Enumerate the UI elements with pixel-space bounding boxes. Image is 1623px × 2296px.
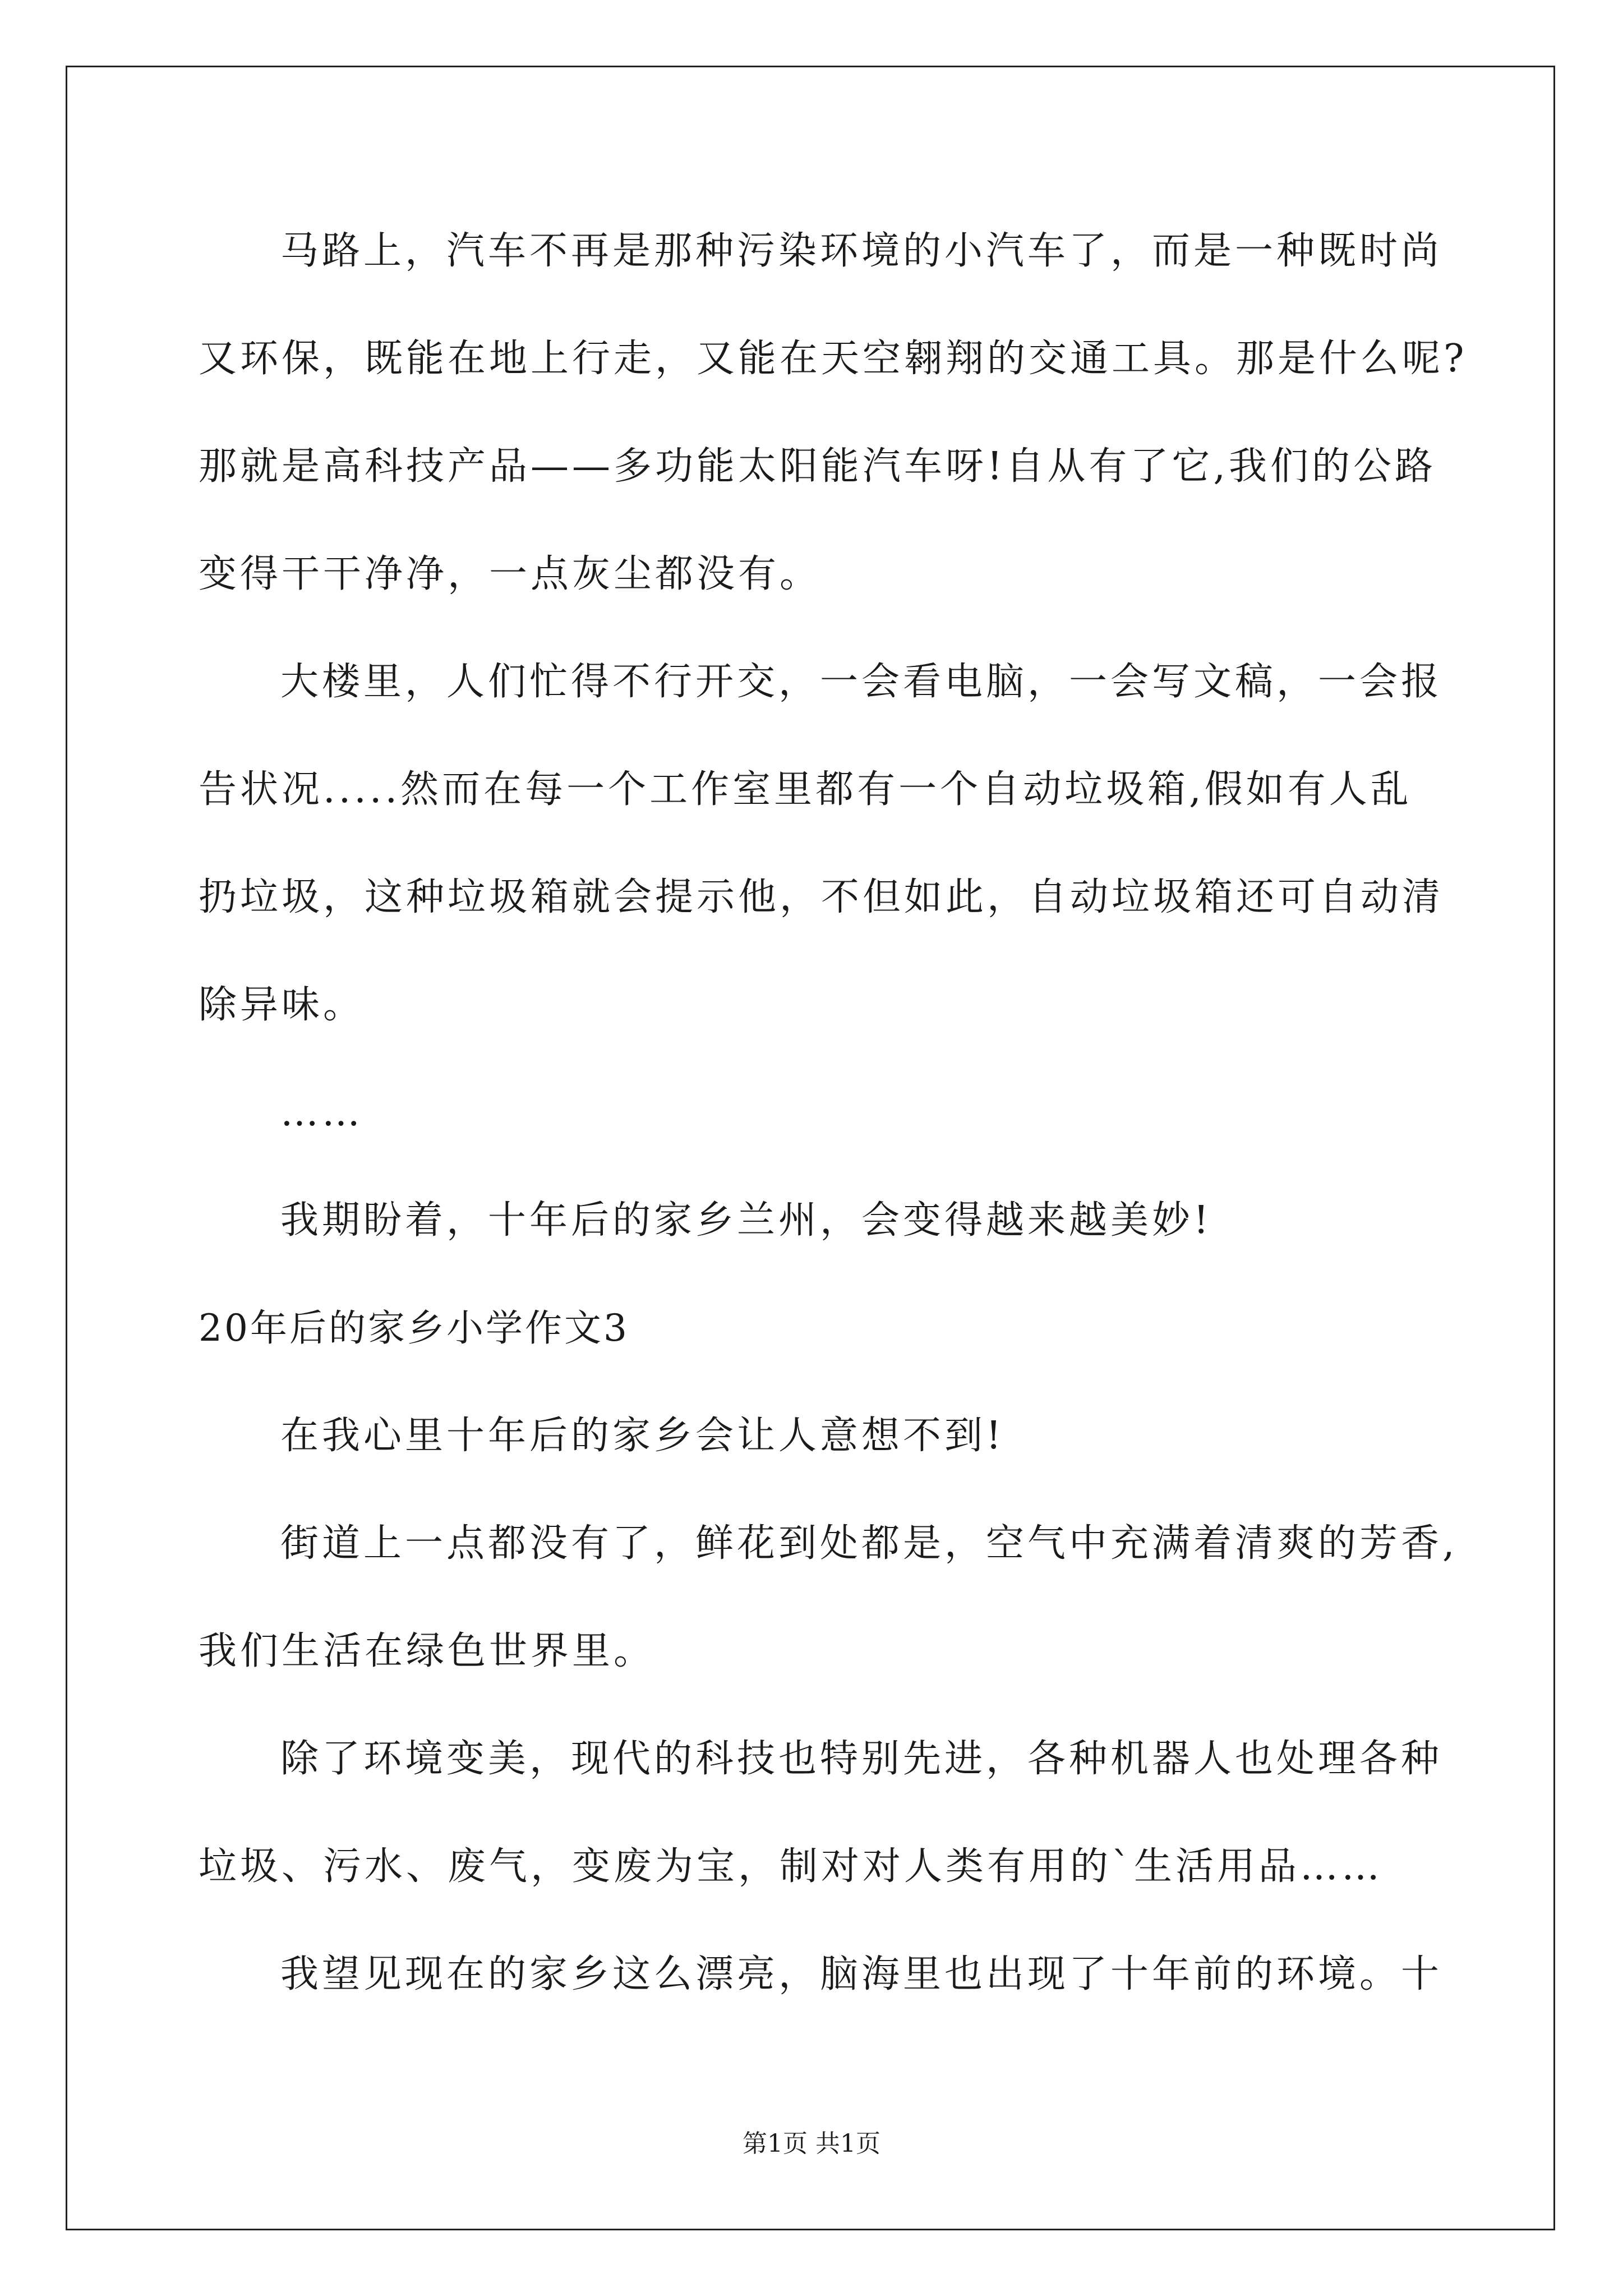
paragraph-line: 除异味。 <box>199 983 365 1027</box>
paragraph-line: 垃圾、污水、废气，变废为宝，制对对人类有用的`生活用品…… <box>199 1844 1384 1889</box>
paragraph-line: 告状况.....然而在每一个工作室里都有一个自动垃圾箱,假如有人乱 <box>199 767 1412 812</box>
paragraph-line: 那就是高科技产品——多功能太阳能汽车呀!自从有了它,我们的公路 <box>199 444 1436 489</box>
paragraph-line: 我期盼着，十年后的家乡兰州，会变得越来越美妙! <box>280 1198 1212 1243</box>
ellipsis-line: …… <box>280 1091 363 1135</box>
paragraph-line: 街道上一点都没有了，鲜花到处都是，空气中充满着清爽的芳香, <box>280 1521 1458 1566</box>
paragraph-line: 扔垃圾，这种垃圾箱就会提示他，不但如此，自动垃圾箱还可自动清 <box>199 875 1444 919</box>
section-heading: 20年后的家乡小学作文3 <box>199 1306 629 1350</box>
paragraph-line: 又环保，既能在地上行走，又能在天空翱翔的交通工具。那是什么呢? <box>199 337 1468 381</box>
paragraph-line: 马路上，汽车不再是那种污染环境的小汽车了，而是一种既时尚 <box>280 229 1443 273</box>
paragraph-line: 除了环境变美，现代的科技也特别先进，各种机器人也处理各种 <box>280 1737 1443 1781</box>
page-border <box>66 66 1555 2230</box>
paragraph-line: 在我心里十年后的家乡会让人意想不到! <box>280 1414 1005 1458</box>
paragraph-line: 变得干干净净，一点灰尘都没有。 <box>199 552 822 596</box>
paragraph-line: 大楼里，人们忙得不行开交，一会看电脑，一会写文稿，一会报 <box>280 660 1443 704</box>
paragraph-line: 我望见现在的家乡这么漂亮，脑海里也出现了十年前的环境。十 <box>280 1952 1443 1996</box>
paragraph-line: 我们生活在绿色世界里。 <box>199 1629 656 1673</box>
page-footer: 第1页 共1页 <box>743 2129 880 2158</box>
